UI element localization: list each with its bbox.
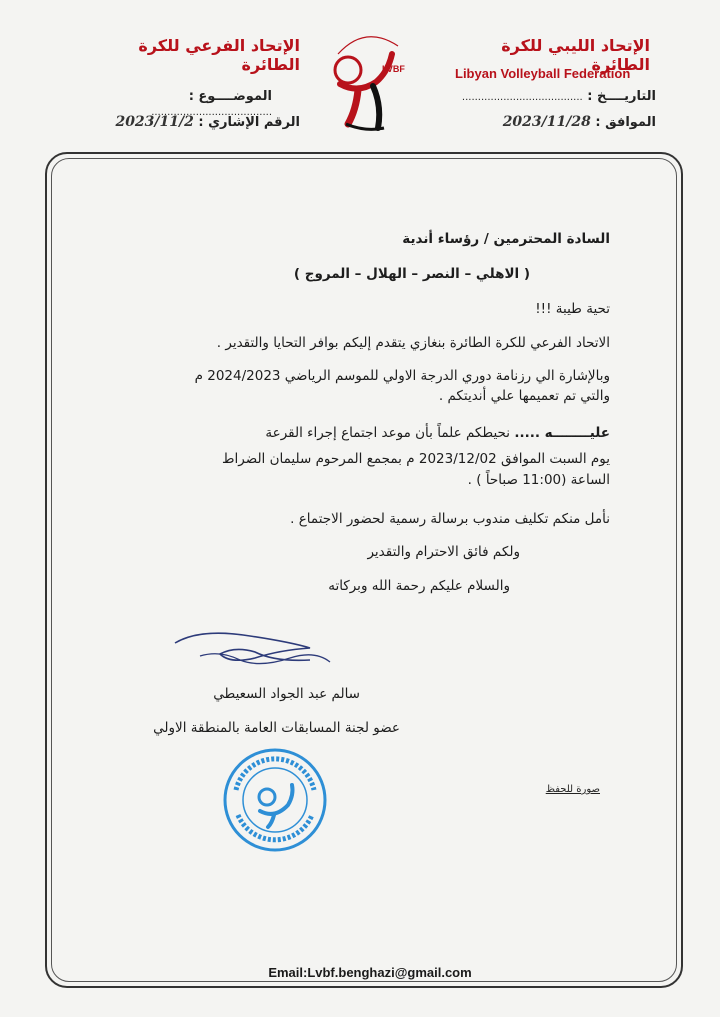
official-stamp <box>220 745 330 855</box>
subject-label: الموضــــوع : <box>188 89 272 104</box>
paragraph-2-line-2: والتي تم تعميمها علي أنديتكم . <box>438 388 610 404</box>
date-row <box>450 89 656 104</box>
corresponding-label: الموافق : <box>595 115 656 130</box>
footer-email: Email:Lvbf.benghazi@gmail.com <box>268 965 472 980</box>
addressee: السادة المحترمين / رؤساء أندية <box>402 231 610 247</box>
reference-row <box>86 114 300 130</box>
paragraph-3-line-3: الساعة (11:00 صباحاً ) . <box>467 472 610 488</box>
right-header-title-en: Libyan Volleyball Federation <box>455 66 631 81</box>
subject-dots: ...................................... <box>151 107 272 118</box>
signatory-title: عضو لجنة المسابقات العامة بالمنطقة الاولي <box>153 720 400 736</box>
paragraph-4: نأمل منكم تكليف مندوب برسالة رسمية لحضور الاجتماع . <box>290 511 610 527</box>
copy-note: صورة للحفظ <box>545 784 600 795</box>
paragraph-3-line-1 <box>240 425 610 441</box>
closing-salutation: والسلام عليكم رحمة الله وبركاته <box>328 578 510 594</box>
paragraph-3-line-2: يوم السبت الموافق 2023/12/02 م بمجمع المرحوم سليمان الضراط <box>222 451 610 467</box>
federation-logo <box>318 24 412 136</box>
left-header-title: الإتحاد الفرعي للكرة الطائرة <box>138 36 300 74</box>
closing-respect: ولكم فائق الاحترام والتقدير <box>367 544 520 560</box>
right-header-title-ar: الإتحاد الليبي للكرة الطائرة <box>501 36 650 74</box>
date-label: التاريــــخ : <box>587 89 656 104</box>
clubs-list: ( الاهلي – النصر – الهلال – المروج ) <box>293 266 530 282</box>
paragraph-3-text: نحيطكم علماً بأن موعد اجتماع إجراء القرعة <box>265 425 511 441</box>
corresponding-value: 2023/11/28 <box>502 114 591 130</box>
reference-label: الرقم الإشاري : <box>198 115 300 130</box>
logo-text: LVBF <box>382 64 405 74</box>
paragraph-2-line-1: وبالإشارة الي رزنامة دوري الدرجة الاولي للموسم الرياضي 2024/2023 م <box>194 368 610 384</box>
corresponding-date-row <box>430 114 656 130</box>
signatory-name: سالم عبد الجواد السعيطي <box>213 686 360 702</box>
reference-value: 2023/11/2 <box>115 114 194 130</box>
paragraph-1: الاتحاد الفرعي للكرة الطائرة بنغازي يتقدم إليكم بوافر التحايا والتقدير . <box>216 335 610 351</box>
signature-scribble <box>160 618 340 678</box>
date-dots: ...................................... <box>461 92 583 103</box>
greeting: تحية طيبة !!! <box>535 301 610 317</box>
paragraph-3-lead: عليــــــــه ..... <box>514 425 610 441</box>
